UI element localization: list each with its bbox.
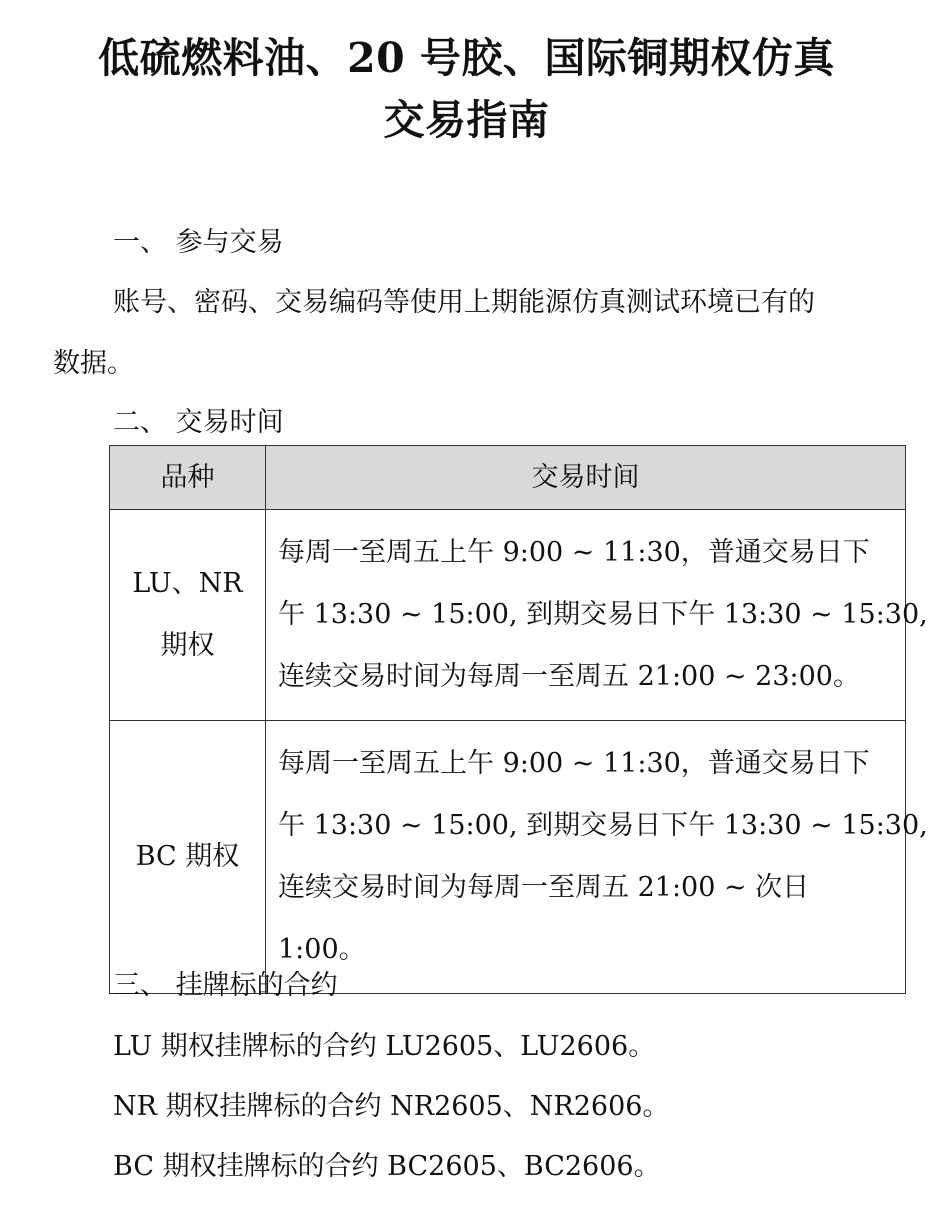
section-heading-listed-contracts: 三、 挂牌标的合约: [113, 970, 338, 1001]
trading-hours-table: [109, 445, 928, 994]
table-cell-trading-time: [266, 721, 928, 994]
trading-time-line: 1:00。: [278, 934, 366, 965]
table-header-row: [110, 446, 906, 510]
table-header-product: 品种: [110, 446, 266, 510]
trading-time-line: 每周一至周五上午 9:00 ~ 11:30，普通交易日下: [278, 537, 870, 568]
table-row: [110, 510, 906, 721]
document-title-line-1: 低硫燃料油、20 号胶、国际铜期权仿真: [98, 34, 835, 82]
trading-time-line: 连续交易时间为每周一至周五 21:00 ~ 次日: [278, 872, 810, 903]
table-cell-trading-time: [266, 510, 928, 721]
trading-time-line: 连续交易时间为每周一至周五 21:00 ~ 23:00。: [278, 661, 860, 692]
listed-contract-line-nr: NR 期权挂牌标的合约 NR2605、NR2606。: [113, 1091, 670, 1122]
product-label-line-1: BC 期权: [135, 841, 240, 872]
table-cell-product: [110, 721, 266, 994]
trading-time-line: 午 13:30 ~ 15:00, 到期交易日下午 13:30 ~ 15:30,: [278, 810, 928, 841]
table-cell-product: [110, 510, 266, 721]
product-label-line-1: LU、NR: [132, 568, 243, 599]
trading-time-line: 午 13:30 ~ 15:00, 到期交易日下午 13:30 ~ 15:30,: [278, 599, 928, 630]
document-title-line-2: 交易指南: [383, 96, 550, 144]
listed-contract-line-lu: LU 期权挂牌标的合约 LU2605、LU2606。: [113, 1031, 656, 1062]
section-heading-participation: 一、 参与交易: [113, 227, 284, 258]
paragraph-account-line-2: 数据。: [53, 348, 134, 379]
listed-contract-line-bc: BC 期权挂牌标的合约 BC2605、BC2606。: [113, 1151, 661, 1182]
product-label-line-2: 期权: [160, 630, 215, 661]
table-row: [110, 721, 906, 994]
table-header-trading-time: 交易时间: [266, 446, 906, 510]
section-heading-trading-hours: 二、 交易时间: [113, 407, 284, 438]
paragraph-account-line-1: 账号、密码、交易编码等使用上期能源仿真测试环境已有的: [113, 287, 815, 318]
trading-time-line: 每周一至周五上午 9:00 ~ 11:30，普通交易日下: [278, 748, 870, 779]
